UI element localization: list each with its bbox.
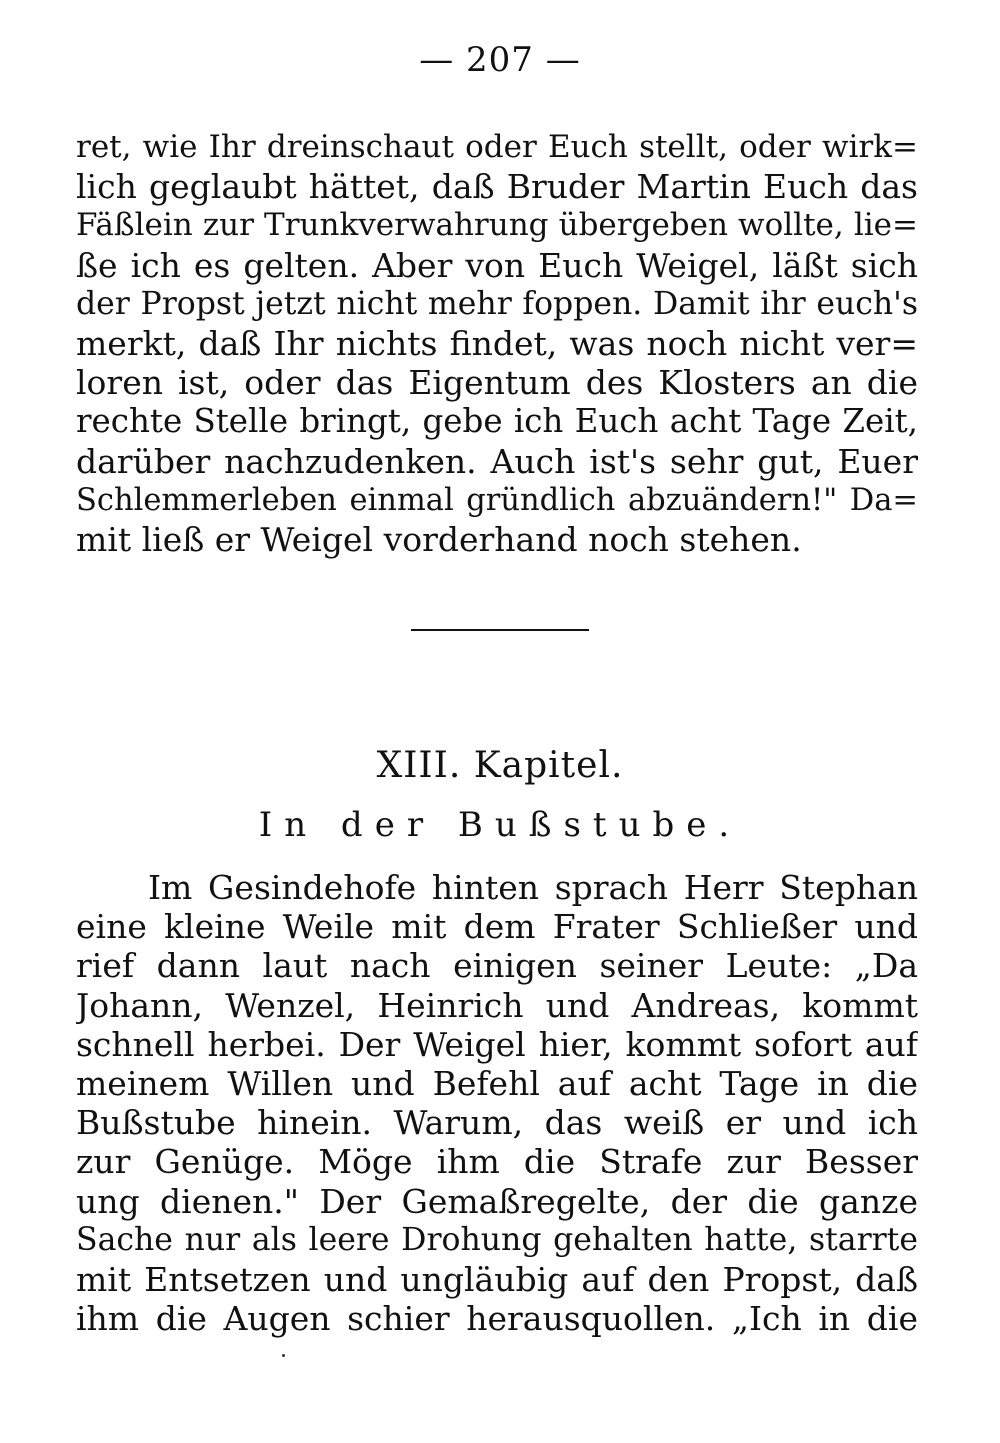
text-line: ihm die Augen schier herausquollen. „Ich in die <box>76 1299 918 1339</box>
text-line: mit Entsetzen und ungläubig auf den Propst, daß <box>76 1259 918 1299</box>
text-line: eine kleine Weile mit dem Frater Schließer und <box>76 907 918 947</box>
text-line: schnell herbei. Der Weigel hier, kommt sofort auf <box>76 1024 918 1064</box>
section-divider <box>411 629 589 631</box>
text-line: der Propst jetzt nicht mehr foppen. Damit ihr euch's <box>76 285 918 322</box>
text-line: Johann, Wenzel, Heinrich und Andreas, kommt <box>76 985 918 1025</box>
text-line: ung dienen." Der Gemaßregelte, der die ganze <box>76 1181 918 1221</box>
text-line: ret, wie Ihr dreinschaut oder Euch stellt, oder wirk= <box>76 129 918 165</box>
page-number: — 207 — <box>419 40 581 80</box>
text-line: ße ich es gelten. Aber von Euch Weigel, läßt sich <box>76 245 918 285</box>
chapter-title: In der Bußstube. <box>258 805 742 845</box>
text-line: rief dann laut nach einigen seiner Leute: „Da <box>76 946 918 986</box>
text-line: Sache nur als leere Drohung gehalten hatte, starrte <box>76 1221 918 1258</box>
text-line: Schlemmerleben einmal gründlich abzuändern!" Da= <box>76 482 918 518</box>
text-line: rechte Stelle bringt, gebe ich Euch acht Tage Zeit, <box>76 402 918 441</box>
print-speck <box>282 1354 285 1357</box>
text-line: Im Gesindehofe hinten sprach Herr Stephan <box>148 868 918 907</box>
paragraph-bottom <box>76 868 918 1338</box>
text-line: darüber nachzudenken. Auch ist's sehr gut, Euer <box>76 441 918 481</box>
text-line: zur Genüge. Möge ihm die Strafe zur Besser <box>76 1142 918 1182</box>
text-line: loren ist, oder das Eigentum des Klosters an die <box>76 363 918 403</box>
text-line: meinem Willen und Befehl auf acht Tage in die <box>76 1063 918 1103</box>
chapter-heading: XIII. Kapitel. <box>376 745 624 786</box>
paragraph-top <box>76 128 918 559</box>
text-line: Bußstube hinein. Warum, das weiß er und ich <box>76 1103 918 1143</box>
text-line: Fäßlein zur Trunkverwahrung übergeben wollte, lie= <box>76 207 918 244</box>
text-line: merkt, daß Ihr nichts findet, was noch nicht ver= <box>76 323 918 363</box>
text-line: mit ließ er Weigel vorderhand noch stehen. <box>76 519 802 559</box>
text-line: lich geglaubt hättet, daß Bruder Martin Euch das <box>76 167 918 207</box>
